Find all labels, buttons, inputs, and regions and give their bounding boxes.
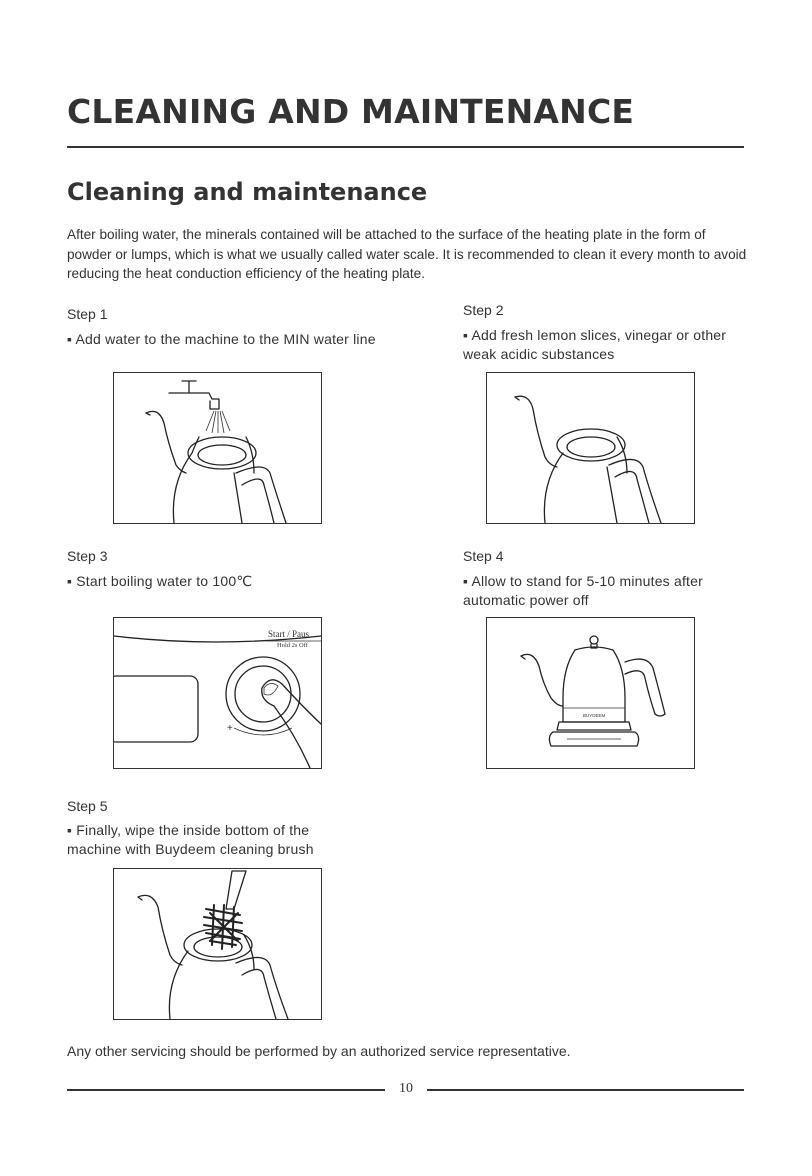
hold-off-label: Hold 2s Off: [277, 642, 308, 649]
plus-sign: +: [227, 723, 233, 734]
section-title: Cleaning and maintenance: [67, 178, 428, 206]
kettle-icon: [487, 373, 694, 523]
step-5-label: Step 5: [67, 798, 108, 814]
intro-paragraph: After boiling water, the minerals contained will be attached to the surface of the heating plate in the form of powder or lumps, which is what we usually called water scale. It is recommended to clean it every month to avoid reducing the heat conduction efficiency of the heating plate.: [67, 227, 747, 281]
footer-rule-right: [427, 1089, 744, 1091]
start-pause-label: Start / Paus: [268, 629, 310, 639]
page-title: CLEANING AND MAINTENANCE: [67, 92, 635, 131]
step-4-illustration: [486, 617, 695, 769]
kettle-faucet-icon: [114, 373, 321, 523]
step-3-text: ▪ Start boiling water to 100℃: [67, 573, 253, 589]
step-1-text: ▪ Add water to the machine to the MIN water line: [67, 331, 376, 347]
step-2-illustration: [486, 372, 695, 524]
step-3-label: Step 3: [67, 548, 108, 564]
servicing-note: Any other servicing should be performed by an authorized service representative.: [67, 1043, 571, 1059]
step-2-text: ▪ Add fresh lemon slices, vinegar or other weak acidic substances: [463, 327, 727, 362]
kettle-brush-icon: [114, 869, 321, 1019]
step-2-label: Step 2: [463, 302, 504, 318]
step-1-illustration: [113, 372, 322, 524]
step-3-illustration: [113, 617, 322, 769]
step-5-text: ▪ Finally, wipe the inside bottom of the machine with Buydeem cleaning brush: [67, 822, 314, 857]
page-number: 10: [399, 1081, 413, 1096]
title-divider: [67, 146, 744, 148]
step-1-label: Step 1: [67, 306, 108, 322]
step-4-label: Step 4: [463, 548, 504, 564]
footer-rule-left: [67, 1089, 385, 1091]
step-4-text: ▪ Allow to stand for 5-10 minutes after automatic power off: [463, 573, 703, 608]
control-panel-icon: [114, 618, 321, 768]
kettle-on-base-icon: [487, 618, 694, 768]
step-5-illustration: [113, 868, 322, 1020]
brand-label: BUYDEEM: [583, 713, 606, 718]
